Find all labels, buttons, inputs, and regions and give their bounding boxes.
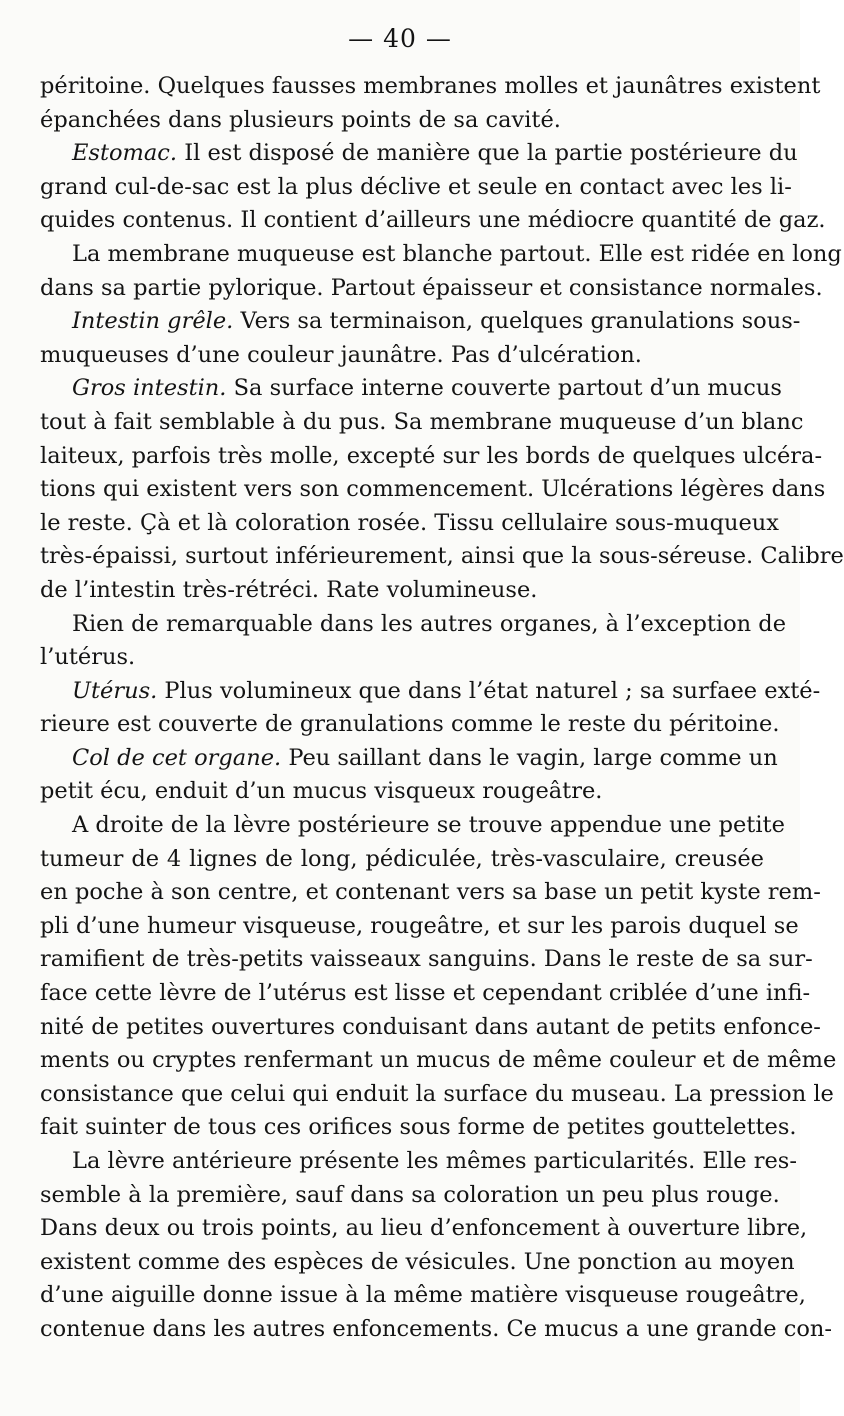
text-line: Dans deux ou trois points, au lieu d’enfoncement à ouverture libre,: [40, 1215, 808, 1242]
text-line: l’utérus.: [40, 644, 136, 671]
text-line: semble à la première, sauf dans sa coloration un peu plus rouge.: [40, 1181, 780, 1208]
paragraph-lead: Gros intestin.: [72, 375, 227, 402]
paragraph-uterus: [40, 675, 821, 742]
text-line: La lèvre antérieure présente les mêmes particularités. Elle res-: [72, 1148, 797, 1174]
text-line: ramifient de très-petits vaisseaux sanguins. Dans le reste de sa sur-: [40, 946, 813, 973]
text-line: péritoine. Quelques fausses membranes molles et jaunâtres existent: [40, 73, 821, 99]
text-line: A droite de la lèvre postérieure se trouve appendue une petite: [72, 812, 785, 839]
text-line: fait suinter de tous ces orifices sous forme de petites gouttelettes.: [40, 1114, 797, 1141]
body-text: [40, 70, 844, 1347]
text-line: face cette lèvre de l’utérus est lisse et cependant criblée d’une infi-: [40, 980, 811, 1007]
text-line: tumeur de 4 lignes de long, pédiculée, très-vasculaire, creusée: [40, 845, 764, 872]
text-line: La membrane muqueuse est blanche partout. Elle est ridée en long: [72, 240, 842, 267]
paragraph: [40, 809, 837, 1145]
text-line: consistance que celui qui enduit la surface du museau. La pression le: [40, 1080, 834, 1107]
text-line: [40, 372, 782, 406]
text-line: [40, 675, 821, 709]
text-line: laiteux, parfois très molle, excepté sur les bords de quelques ulcéra-: [40, 442, 823, 469]
paragraph: [40, 1145, 832, 1347]
paragraph: [40, 238, 842, 305]
text-line: tout à fait semblable à du pus. Sa membrane muqueuse d’un blanc: [40, 408, 804, 435]
text-line: [40, 137, 798, 171]
text-line: de l’intestin très-rétréci. Rate volumineuse.: [40, 576, 538, 603]
paragraph-lead: Utérus.: [72, 677, 158, 704]
line-text: Sa surface interne couverte partout d’un mucus: [226, 375, 782, 402]
paragraph-gros-intestin: [40, 372, 844, 607]
text-line: rieure est couverte de granulations comme le reste du péritoine.: [40, 711, 780, 738]
paragraph-lead: Estomac.: [72, 140, 178, 167]
text-line: ments ou cryptes renfermant un mucus de même couleur et de même: [40, 1047, 837, 1074]
text-line: grand cul-de-sac est la plus déclive et seule en contact avec les li-: [40, 173, 792, 200]
text-line: muqueuses d’une couleur jaunâtre. Pas d’ulcération.: [40, 341, 642, 368]
text-line: quides contenus. Il contient d’ailleurs une médiocre quantité de gaz.: [40, 207, 826, 234]
line-text: Peu saillant dans le vagin, large comme un: [281, 744, 778, 771]
text-line: d’une aiguille donne issue à la même matière visqueuse rougeâtre,: [40, 1282, 806, 1309]
text-line: contenue dans les autres enfoncements. Ce mucus a une grande con-: [40, 1315, 832, 1342]
text-line: en poche à son centre, et contenant vers sa base un petit kyste rem-: [40, 879, 821, 906]
text-line: Rien de remarquable dans les autres organes, à l’exception de: [72, 610, 787, 637]
text-line: [40, 742, 778, 776]
text-line: petit écu, enduit d’un mucus visqueux rougeâtre.: [40, 778, 603, 805]
line-text: Vers sa terminaison, quelques granulations sous-: [233, 308, 801, 335]
text-line: dans sa partie pylorique. Partout épaisseur et consistance normales.: [40, 274, 823, 301]
text-line: très-épaissi, surtout inférieurement, ainsi que la sous-séreuse. Calibre: [40, 543, 844, 570]
text-line: épanchées dans plusieurs points de sa cavité.: [40, 106, 561, 133]
paragraph-lead: Intestin grêle.: [72, 308, 234, 335]
text-line: le reste. Çà et là coloration rosée. Tissu cellulaire sous-muqueux: [40, 509, 779, 536]
paragraph: [40, 608, 787, 675]
paragraph-col: [40, 742, 778, 809]
line-text: Il est disposé de manière que la partie postérieure du: [177, 140, 798, 167]
paragraph-lead: Col de cet organe.: [72, 744, 282, 771]
text-line: existent comme des espèces de vésicules. Une ponction au moyen: [40, 1248, 795, 1275]
paragraph-intestin-grele: [40, 305, 801, 372]
text-line: pli d’une humeur visqueuse, rougeâtre, et sur les parois duquel se: [40, 912, 799, 939]
text-line: tions qui existent vers son commencement. Ulcérations légères dans: [40, 476, 826, 503]
paragraph-estomac: [40, 137, 826, 238]
text-line: [40, 305, 801, 339]
paragraph: [40, 70, 821, 137]
line-text: Plus volumineux que dans l’état naturel ; sa surfaee exté-: [157, 677, 821, 704]
text-line: nité de petites ouvertures conduisant dans autant de petits enfonce-: [40, 1013, 821, 1040]
page-number: — 40 —: [348, 24, 452, 53]
